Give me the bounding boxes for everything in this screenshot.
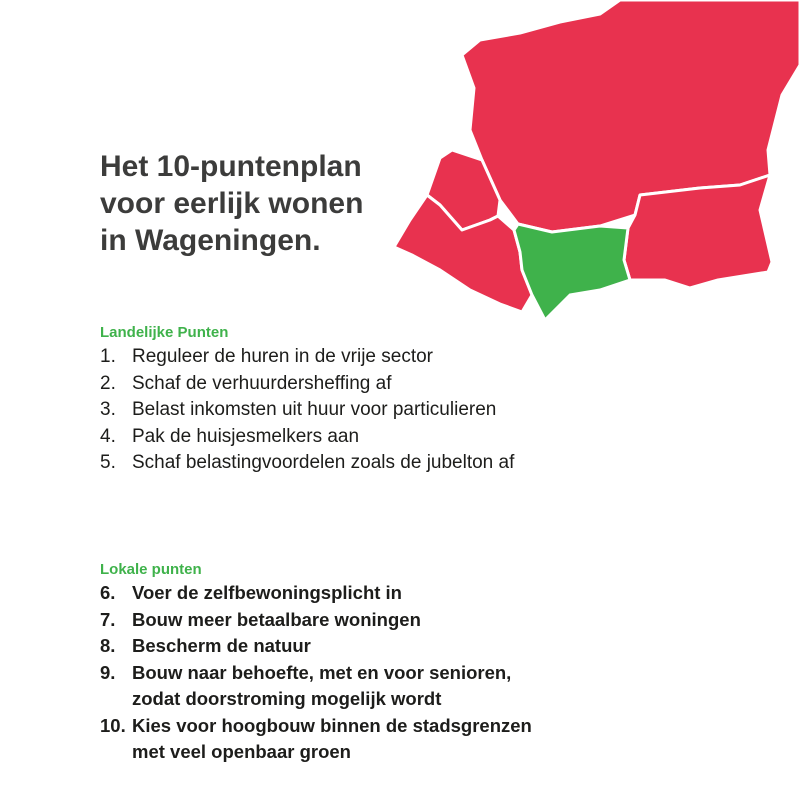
point-text: Belast inkomsten uit huur voor particulieren [132, 399, 497, 420]
point-text [132, 660, 511, 713]
point-number: 10. [100, 714, 126, 736]
list-item [100, 713, 532, 766]
title-line: Het 10-puntenplan [100, 150, 362, 183]
point-text: Pak de huisjesmelkers aan [132, 425, 360, 447]
point-number: 6. [100, 582, 116, 603]
point-text-line: Voer de zelfbewoningsplicht in [132, 582, 402, 603]
page-title [100, 148, 430, 259]
point-text [132, 713, 532, 766]
list-item [100, 424, 514, 451]
title-line: in Wageningen. [100, 224, 321, 257]
point-number: 8. [100, 635, 116, 656]
point-text: Schaf de verhuurdersheffing af [132, 372, 392, 394]
point-text: Reguleer de huren in de vrije sector [132, 346, 434, 367]
point-number: 3. [100, 399, 116, 420]
point-text [132, 633, 311, 660]
list-item [100, 607, 532, 634]
list-item [100, 450, 514, 477]
point-text: Schaf belastingvoordelen zoals de jubelton af [132, 452, 515, 473]
local-points-list [100, 580, 532, 766]
point-text-line: met veel openbaar groen [132, 741, 351, 762]
point-number: 9. [100, 661, 116, 683]
national-points-list [100, 344, 514, 477]
list-item [100, 371, 514, 398]
point-number: 5. [100, 452, 116, 473]
list-item [100, 580, 532, 607]
local-points-heading: Lokale punten [100, 561, 202, 578]
point-text-line: zodat doorstroming mogelijk wordt [132, 688, 442, 709]
point-text-line: Bouw meer betaalbare woningen [132, 608, 421, 630]
point-text-line: Bouw naar behoefte, met en voor senioren, [132, 661, 512, 683]
point-number: 7. [100, 608, 116, 630]
title-line: voor eerlijk wonen [100, 187, 364, 220]
point-text [132, 580, 402, 607]
point-number: 2. [100, 372, 116, 394]
point-number: 4. [100, 425, 116, 447]
point-number: 1. [100, 346, 116, 367]
point-text [132, 607, 421, 634]
list-item [100, 344, 514, 371]
list-item [100, 633, 532, 660]
point-text-line: Bescherm de natuur [132, 635, 311, 656]
list-item [100, 660, 532, 713]
map-region-central-highlight [514, 224, 630, 320]
national-points-heading: Landelijke Punten [100, 324, 229, 341]
list-item [100, 397, 514, 424]
point-text-line: Kies voor hoogbouw binnen de stadsgrenzen [132, 714, 532, 736]
